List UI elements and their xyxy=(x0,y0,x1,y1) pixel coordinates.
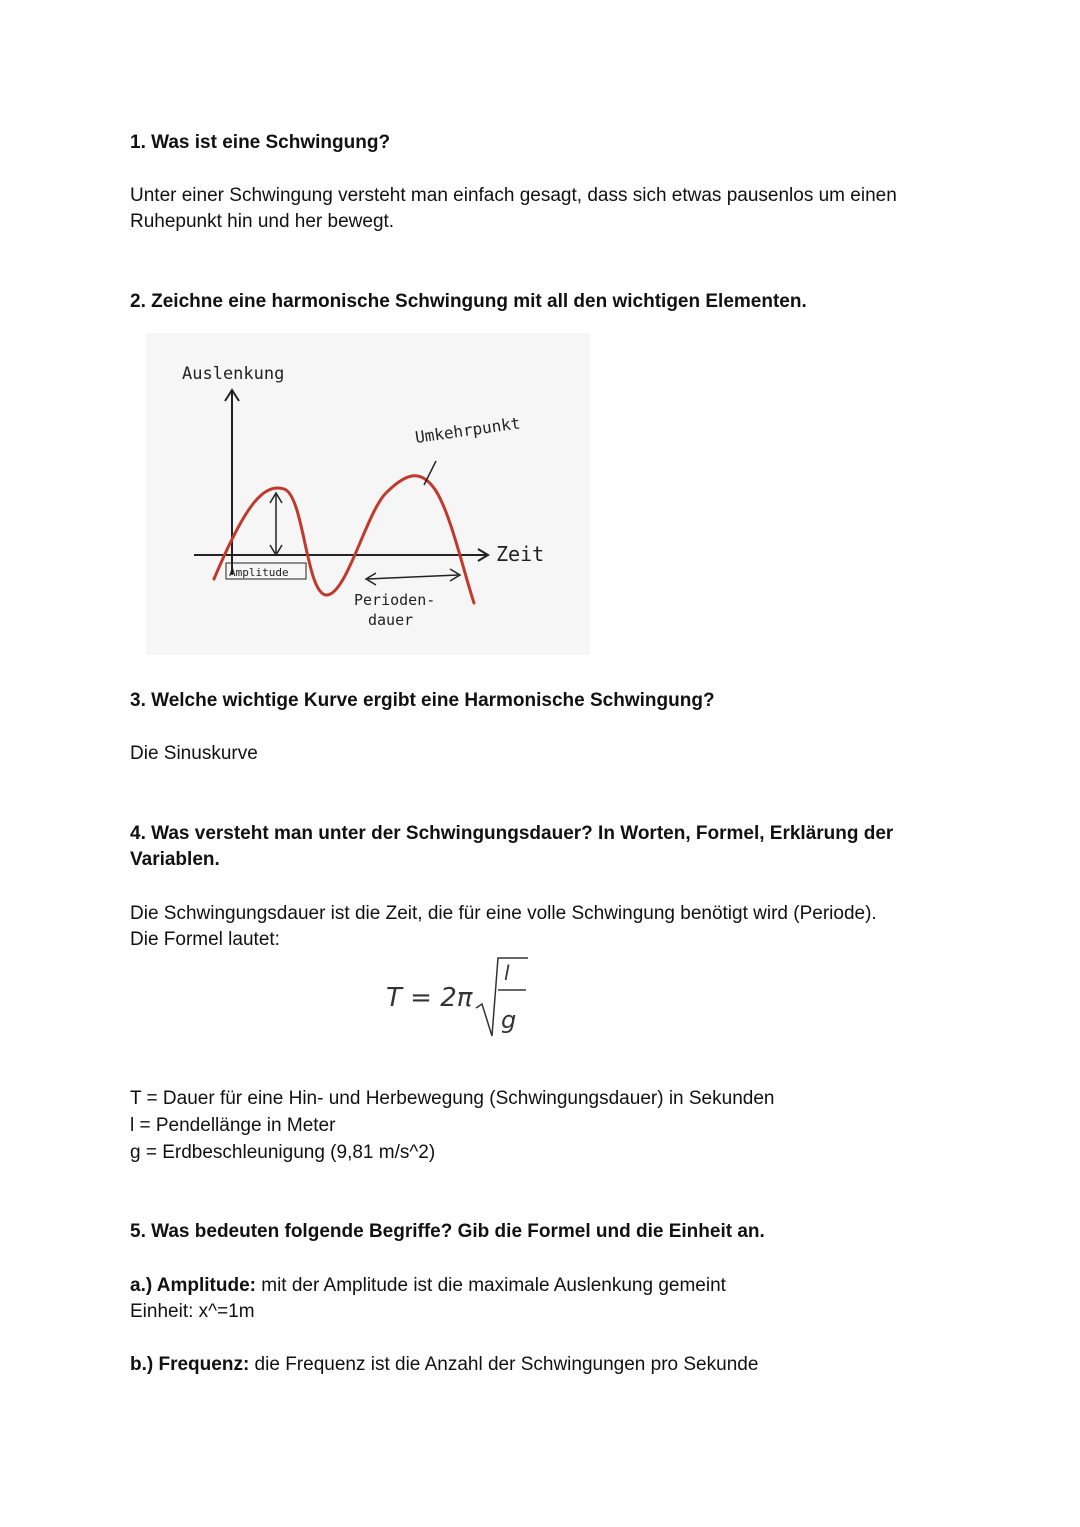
term-b-name: b.) Frequenz: xyxy=(130,1354,250,1375)
answer-1-line-1: Unter einer Schwingung versteht man einfach gesagt, dass sich etwas pausenlos um einen xyxy=(130,185,897,206)
answer-3: Die Sinuskurve xyxy=(130,743,258,764)
y-axis-label: Auslenkung xyxy=(182,364,285,384)
period-label-line-1: Perioden- xyxy=(354,591,436,609)
question-3: 3. Welche wichtige Kurve ergibt eine Harmonische Schwingung? xyxy=(130,690,715,711)
question-5: 5. Was bedeuten folgende Begriffe? Gib die Formel und die Einheit an. xyxy=(130,1221,765,1242)
variable-g: g = Erdbeschleunigung (9,81 m/s^2) xyxy=(130,1142,436,1163)
turning-point-label: Umkehrpunkt xyxy=(413,413,522,447)
period-label-line-2: dauer xyxy=(368,611,414,629)
x-axis-label: Zeit xyxy=(496,542,545,566)
variable-l: l = Pendellänge in Meter xyxy=(130,1115,336,1136)
answer-1-line-2: Ruhepunkt hin und her bewegt. xyxy=(130,211,395,232)
term-a-text: mit der Amplitude ist die maximale Auslenkung gemeint xyxy=(255,1275,726,1296)
formula-numerator: l xyxy=(504,961,510,985)
oscillation-sketch-svg xyxy=(146,333,590,655)
question-2: 2. Zeichne eine harmonische Schwingung mit all den wichtigen Elementen. xyxy=(130,291,807,312)
variable-T: T = Dauer für eine Hin- und Herbewegung (Schwingungsdauer) in Sekunden xyxy=(130,1088,775,1109)
term-b-text: die Frequenz ist die Anzahl der Schwingungen pro Sekunde xyxy=(249,1354,759,1375)
term-b xyxy=(130,1352,758,1378)
question-4-line-1: 4. Was versteht man unter der Schwingungsdauer? In Worten, Formel, Erklärung der xyxy=(130,823,894,844)
term-a xyxy=(130,1273,726,1299)
period-formula xyxy=(380,950,540,1040)
formula-denominator: g xyxy=(501,1006,517,1034)
formula-lhs: T = 2π xyxy=(386,983,473,1013)
term-a-name: a.) Amplitude: xyxy=(130,1275,256,1296)
question-1: 1. Was ist eine Schwingung? xyxy=(130,132,391,153)
oscillation-sketch xyxy=(146,333,590,655)
answer-4-line-2: Die Formel lautet: xyxy=(130,929,280,950)
period-formula-svg xyxy=(380,950,540,1040)
question-4-line-2: Variablen. xyxy=(130,849,220,870)
answer-4-line-1: Die Schwingungsdauer ist die Zeit, die für eine volle Schwingung benötigt wird (Periode). xyxy=(130,903,877,924)
period-arrow xyxy=(368,575,458,579)
sine-curve xyxy=(214,476,474,603)
term-a-unit: Einheit: x^=1m xyxy=(130,1301,255,1322)
amplitude-label: Amplitude xyxy=(229,566,289,579)
